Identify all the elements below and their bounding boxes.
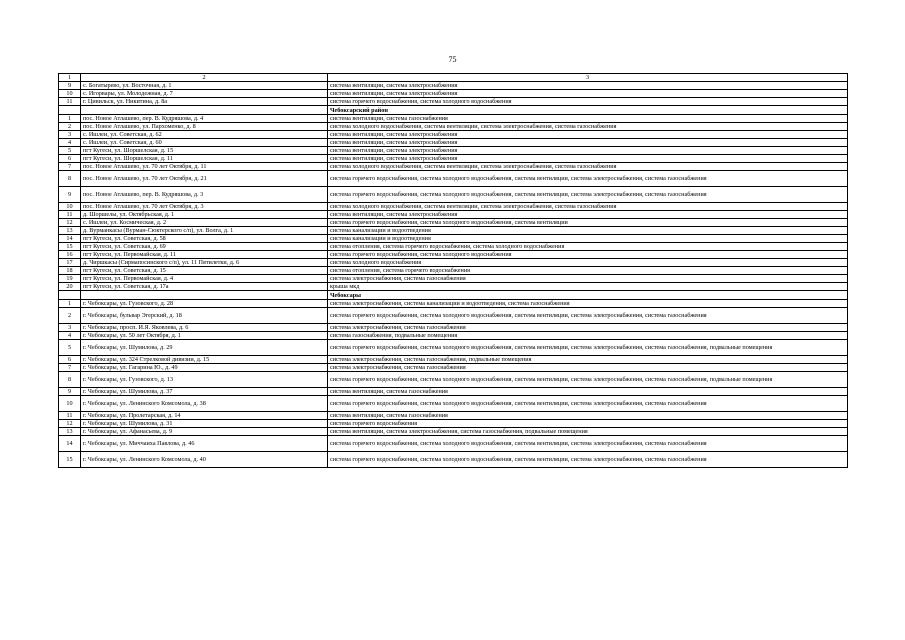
row-number-cell: 16 bbox=[59, 251, 81, 259]
table-row bbox=[59, 452, 848, 468]
address-cell: г. Чебоксары, ул. Миччаиха Павлова, д. 46 bbox=[81, 436, 328, 452]
systems-cell: система горячего водоснабжения, система холодного водоснабжения, система вентиляции bbox=[328, 219, 848, 227]
row-number-cell: 7 bbox=[59, 163, 81, 171]
row-number-cell: 18 bbox=[59, 267, 81, 275]
table-row bbox=[59, 420, 848, 428]
systems-cell: система вентиляции, система электроснабжения bbox=[328, 90, 848, 98]
table-row bbox=[59, 300, 848, 308]
systems-cell: система электроснабжения, система канализации и водоотведения, система газоснабжения bbox=[328, 300, 848, 308]
row-number-cell: 9 bbox=[59, 187, 81, 203]
table-row bbox=[59, 203, 848, 211]
address-cell: г. Чебоксары, ул. 324 Стрелковой дивизии, д. 15 bbox=[81, 356, 328, 364]
table-row bbox=[59, 90, 848, 98]
section-header-row bbox=[59, 106, 848, 115]
address-cell: г. Чебоксары, ул. Шумилова, д. 31 bbox=[81, 420, 328, 428]
address-cell: пос. Новое Атлашево, пер. В. Кудряшова, д. 3 bbox=[81, 187, 328, 203]
section-empty-cell bbox=[59, 291, 81, 300]
table-body bbox=[59, 74, 848, 468]
systems-cell: система горячего водоснабжения, система холодного водоснабжения, система вентиляции, система электроснабжения, система газоснабжения bbox=[328, 436, 848, 452]
systems-cell: система вентиляции, система газоснабжения bbox=[328, 388, 848, 396]
address-cell: д. Шоршелы, ул. Октябрьская, д. 1 bbox=[81, 211, 328, 219]
row-number-cell: 1 bbox=[59, 300, 81, 308]
table-row bbox=[59, 227, 848, 235]
row-number-cell: 2 bbox=[59, 308, 81, 324]
address-cell: г. Чебоксары, ул. Афанасьева, д. 9 bbox=[81, 428, 328, 436]
address-cell: г. Чебоксары, ул. Шумилова, д. 29 bbox=[81, 340, 328, 356]
table-row bbox=[59, 139, 848, 147]
address-cell: г. Чебоксары, просп. И.Я. Яковлева, д. 6 bbox=[81, 324, 328, 332]
address-cell: г. Чебоксары, ул. Пролетарская, д. 14 bbox=[81, 412, 328, 420]
address-cell: пгт Кугеси, ул. Первомайская, д. 11 bbox=[81, 251, 328, 259]
systems-cell: система горячего водоснабжения, система холодного водоснабжения bbox=[328, 98, 848, 106]
systems-cell: система вентиляции, система газоснабжения bbox=[328, 115, 848, 123]
table-row bbox=[59, 340, 848, 356]
row-number-cell: 9 bbox=[59, 82, 81, 90]
systems-cell: система электроснабжения, система газоснабжения bbox=[328, 275, 848, 283]
systems-cell: система электроснабжения, система газоснабжения, подвальные помещения bbox=[328, 356, 848, 364]
systems-cell: система горячего водоснабжения, система холодного водоснабжения, система вентиляции, система электроснабжения, система газоснабжения bbox=[328, 187, 848, 203]
address-cell: г. Чебоксары, ул. Гузовского, д. 28 bbox=[81, 300, 328, 308]
table-row bbox=[59, 412, 848, 420]
table-row bbox=[59, 147, 848, 155]
section-title: Чебоксарский район bbox=[328, 106, 848, 115]
systems-cell: система электроснабжения, система газоснабжения bbox=[328, 364, 848, 372]
table-row bbox=[59, 187, 848, 203]
systems-cell: система отопления, система горячего водоснабжения bbox=[328, 267, 848, 275]
address-cell: г. Цивильск, ул. Никитина, д. 8а bbox=[81, 98, 328, 106]
table-row bbox=[59, 267, 848, 275]
page-number: 75 bbox=[448, 55, 457, 64]
row-number-cell: 4 bbox=[59, 139, 81, 147]
row-number-cell: 12 bbox=[59, 420, 81, 428]
row-number-cell: 10 bbox=[59, 396, 81, 412]
row-number-cell: 2 bbox=[59, 123, 81, 131]
address-cell: пос. Новое Атлашево, ул. 70 лет Октября, д. 11 bbox=[81, 163, 328, 171]
row-number-cell: 10 bbox=[59, 203, 81, 211]
row-number-cell: 10 bbox=[59, 90, 81, 98]
table-row bbox=[59, 251, 848, 259]
row-number-cell: 14 bbox=[59, 235, 81, 243]
address-cell: с. Ишлеи, ул. Космическая, д. 2 bbox=[81, 219, 328, 227]
systems-cell: система канализации и водоотведения bbox=[328, 235, 848, 243]
systems-cell: система газоснабжения, подвальные помещения bbox=[328, 332, 848, 340]
systems-cell: система холодного водоснабжения, система вентиляции, система электроснабжения, система газоснабжения bbox=[328, 203, 848, 211]
row-number-cell: 11 bbox=[59, 412, 81, 420]
row-number-cell: 13 bbox=[59, 428, 81, 436]
row-number-cell: 11 bbox=[59, 211, 81, 219]
address-cell: пгт Кугеси, ул. Советская, д. 15 bbox=[81, 267, 328, 275]
address-cell: пос. Новое Атлашево, пер. В. Кудряшова, д. 4 bbox=[81, 115, 328, 123]
systems-cell: система горячего водоснабжения, система холодного водоснабжения bbox=[328, 251, 848, 259]
systems-cell: система вентиляции, система электроснабжения bbox=[328, 211, 848, 219]
systems-cell: система электроснабжения, система газоснабжения bbox=[328, 324, 848, 332]
address-cell: пгт Кугеси, ул. Шоршелская, д. 15 bbox=[81, 147, 328, 155]
row-number-cell: 12 bbox=[59, 219, 81, 227]
table-row bbox=[59, 235, 848, 243]
table-row bbox=[59, 283, 848, 291]
table-row bbox=[59, 356, 848, 364]
row-number-cell: 8 bbox=[59, 372, 81, 388]
row-number-cell: 15 bbox=[59, 452, 81, 468]
systems-cell: система вентиляции, система электроснабжения bbox=[328, 82, 848, 90]
table-row bbox=[59, 332, 848, 340]
table-row bbox=[59, 131, 848, 139]
table-header-row bbox=[59, 74, 848, 82]
table-row bbox=[59, 372, 848, 388]
systems-cell: система холодного водоснабжения, система вентиляции, система электроснабжения, система газоснабжения bbox=[328, 123, 848, 131]
address-cell: г. Чебоксары, ул. Ленинского Комсомола, д. 40 bbox=[81, 452, 328, 468]
systems-cell: система вентиляции, система электроснабжения bbox=[328, 155, 848, 163]
address-cell: пос. Новое Атлашево, ул. 70 лет Октября, д. 3 bbox=[81, 203, 328, 211]
address-cell: с. Ишлеи, ул. Советская, д. 62 bbox=[81, 131, 328, 139]
systems-cell: система горячего водоснабжения bbox=[328, 420, 848, 428]
systems-cell: система горячего водоснабжения, система холодного водоснабжения, система вентиляции, система электроснабжения, система газоснабжения, подвальные помещения bbox=[328, 340, 848, 356]
address-cell: д. Чиршкасы (Сирмапосинского с/п), ул. 11 Пятилетки, д. 6 bbox=[81, 259, 328, 267]
section-empty-cell bbox=[81, 291, 328, 300]
table-row bbox=[59, 308, 848, 324]
systems-cell: система вентиляции, система электроснабжения bbox=[328, 131, 848, 139]
table-row bbox=[59, 243, 848, 251]
row-number-cell: 5 bbox=[59, 340, 81, 356]
table-row bbox=[59, 364, 848, 372]
row-number-cell: 5 bbox=[59, 147, 81, 155]
row-number-cell: 13 bbox=[59, 227, 81, 235]
table-row bbox=[59, 324, 848, 332]
header-cell-number: 1 bbox=[59, 74, 81, 82]
systems-cell: система вентиляции, система газоснабжения bbox=[328, 412, 848, 420]
section-empty-cell bbox=[81, 106, 328, 115]
row-number-cell: 6 bbox=[59, 155, 81, 163]
section-title: Чебоксары bbox=[328, 291, 848, 300]
systems-cell: система холодного водоснабжения, система вентиляции, система электроснабжения, система газоснабжения bbox=[328, 163, 848, 171]
systems-cell: система холодного водоснабжения bbox=[328, 259, 848, 267]
address-cell: г. Чебоксары, ул. Гагарина Ю., д. 49 bbox=[81, 364, 328, 372]
header-cell-address: 2 bbox=[81, 74, 328, 82]
address-cell: пос. Новое Атлашево, ул. Пархоменко, д. 8 bbox=[81, 123, 328, 131]
address-cell: пгт Кугеси, ул. Советская, д. 69 bbox=[81, 243, 328, 251]
table-row bbox=[59, 219, 848, 227]
table-row bbox=[59, 211, 848, 219]
table-row bbox=[59, 155, 848, 163]
systems-cell: система горячего водоснабжения, система холодного водоснабжения, система вентиляции, система электроснабжения, система газоснабжения bbox=[328, 396, 848, 412]
table-row bbox=[59, 98, 848, 106]
address-cell: г. Чебоксары, ул. 50 лет Октября, д. 1 bbox=[81, 332, 328, 340]
address-cell: г. Чебоксары, ул. Гузовского, д. 13 bbox=[81, 372, 328, 388]
systems-cell: система горячего водоснабжения, система холодного водоснабжения, система вентиляции, система электроснабжения, система газоснабжения bbox=[328, 452, 848, 468]
systems-cell: система вентиляции, система электроснабжения, система газоснабжения, подвальные помещения bbox=[328, 428, 848, 436]
row-number-cell: 14 bbox=[59, 436, 81, 452]
address-cell: г. Чебоксары, ул. Ленинского Комсомола, д. 38 bbox=[81, 396, 328, 412]
row-number-cell: 6 bbox=[59, 356, 81, 364]
address-cell: пгт Кугеси, ул. Советская, д. 58 bbox=[81, 235, 328, 243]
systems-cell: крыша мкд bbox=[328, 283, 848, 291]
section-empty-cell bbox=[59, 106, 81, 115]
row-number-cell: 9 bbox=[59, 388, 81, 396]
row-number-cell: 1 bbox=[59, 115, 81, 123]
table-row bbox=[59, 82, 848, 90]
row-number-cell: 11 bbox=[59, 98, 81, 106]
table-row bbox=[59, 428, 848, 436]
systems-cell: система горячего водоснабжения, система холодного водоснабжения, система вентиляции, система электроснабжения, система газоснабжения bbox=[328, 171, 848, 187]
table-row bbox=[59, 163, 848, 171]
table-row bbox=[59, 171, 848, 187]
table-row bbox=[59, 436, 848, 452]
systems-cell: система вентиляции, система электроснабжения bbox=[328, 147, 848, 155]
address-cell: пгт Кугеси, ул. Шоршелская, д. 11 bbox=[81, 155, 328, 163]
row-number-cell: 17 bbox=[59, 259, 81, 267]
table-row bbox=[59, 123, 848, 131]
systems-cell: система вентиляции, система электроснабжения bbox=[328, 139, 848, 147]
row-number-cell: 3 bbox=[59, 324, 81, 332]
systems-cell: система горячего водоснабжения, система холодного водоснабжения, система вентиляции, система электроснабжения, система газоснабжения bbox=[328, 308, 848, 324]
section-header-row bbox=[59, 291, 848, 300]
row-number-cell: 8 bbox=[59, 171, 81, 187]
systems-cell: система горячего водоснабжения, система холодного водоснабжения, система вентиляции, система электроснабжения, система газоснабжения, подвальные помещения bbox=[328, 372, 848, 388]
row-number-cell: 3 bbox=[59, 131, 81, 139]
address-cell: пос. Новое Атлашево, ул. 70 лет Октября, д. 21 bbox=[81, 171, 328, 187]
row-number-cell: 20 bbox=[59, 283, 81, 291]
table-row bbox=[59, 259, 848, 267]
address-cell: пгт Кугеси, ул. Советская, д. 17а bbox=[81, 283, 328, 291]
row-number-cell: 19 bbox=[59, 275, 81, 283]
row-number-cell: 15 bbox=[59, 243, 81, 251]
address-cell: пгт Кугеси, ул. Первомайская, д. 4 bbox=[81, 275, 328, 283]
table-row bbox=[59, 275, 848, 283]
row-number-cell: 7 bbox=[59, 364, 81, 372]
address-cell: г. Чебоксары, ул. Шумилова, д. 37 bbox=[81, 388, 328, 396]
table-row bbox=[59, 396, 848, 412]
systems-cell: система отопления, система горячего водоснабжения, система холодного водоснабжения bbox=[328, 243, 848, 251]
address-cell: с. Богатырево, ул. Восточная, д. 1 bbox=[81, 82, 328, 90]
systems-cell: система канализации и водоотведения bbox=[328, 227, 848, 235]
address-cell: с. Игорвары, ул. Молодежная, д. 7 bbox=[81, 90, 328, 98]
header-cell-systems: 3 bbox=[328, 74, 848, 82]
row-number-cell: 4 bbox=[59, 332, 81, 340]
table-row bbox=[59, 115, 848, 123]
registry-table bbox=[58, 73, 848, 468]
address-cell: д. Вурманкасы (Вурман-Сюктерского с/п), ул. Волга, д. 1 bbox=[81, 227, 328, 235]
address-cell: с. Ишлеи, ул. Советская, д. 60 bbox=[81, 139, 328, 147]
table-row bbox=[59, 388, 848, 396]
address-cell: г. Чебоксары, бульвар Эгерский, д. 18 bbox=[81, 308, 328, 324]
